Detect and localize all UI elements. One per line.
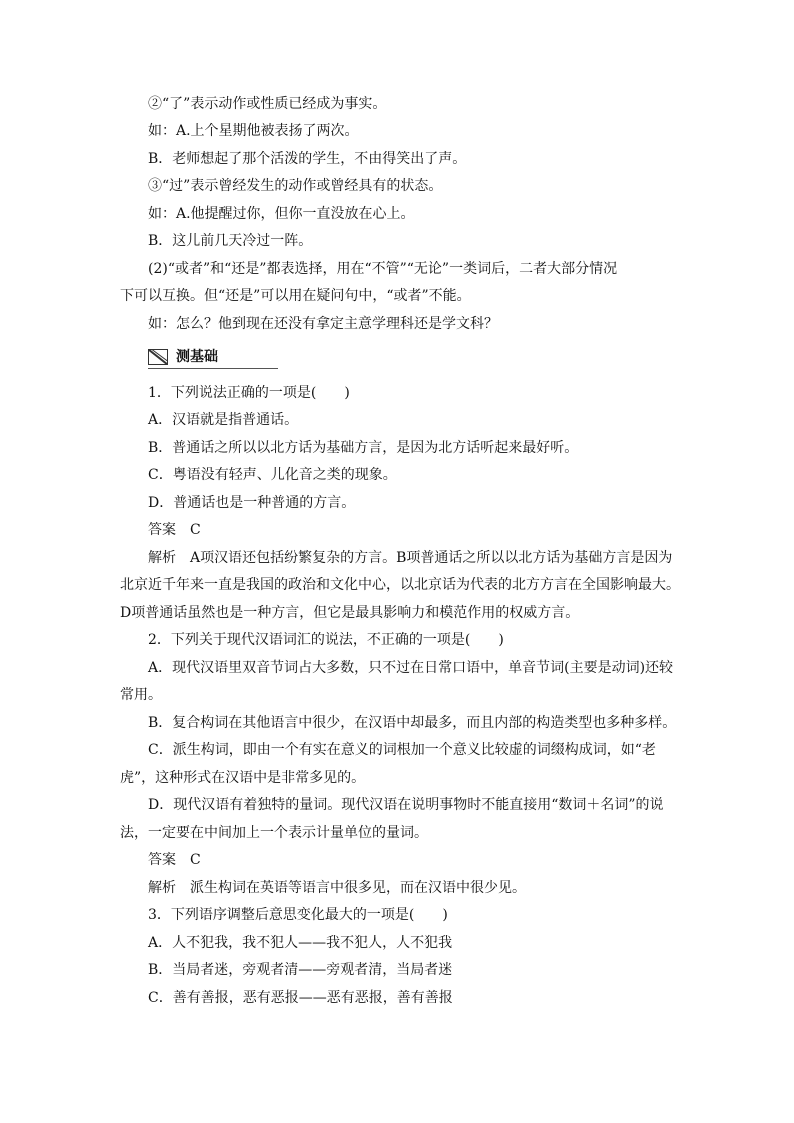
text-line: 如：A.他提醒过你，但你一直没放在心上。 <box>148 206 415 222</box>
analysis-line: 解析 派生构词在英语等语言中很多见，而在汉语中很少见。 <box>148 880 526 896</box>
section-header <box>148 346 278 370</box>
option-line: A．汉语就是指普通话。 <box>148 412 299 428</box>
text-line: B．老师想起了那个活泼的学生，不由得笑出了声。 <box>148 151 467 167</box>
question-stem: 3．下列语序调整后意思变化最大的一项是( ) <box>148 907 448 923</box>
option-line: B．复合构词在其他语言中很少，在汉语中却最多，而且内部的构造类型也多种多样。 <box>148 715 677 731</box>
option-line: A．现代汉语里双音节词占大多数，只不过在日常口语中，单音节词(主要是动词)还较 <box>148 660 674 676</box>
section-marker-icon <box>148 349 168 365</box>
option-line: C．善有善报，恶有恶报——恶有恶报，善有善报 <box>148 990 453 1006</box>
analysis-line: 北京近千年来一直是我国的政治和文化中心，以北京话为代表的北方方言在全国影响最大。 <box>120 577 680 593</box>
question-stem: 1．下列说法正确的一项是( ) <box>148 385 350 401</box>
analysis-line: 解析 A项汉语还包括纷繁复杂的方言。B项普通话之所以以北方话为基础方言是因为 <box>148 550 673 566</box>
option-line: C．派生构词，即由一个有实在意义的词根加一个意义比较虚的词缀构成词，如“老 <box>148 742 656 758</box>
analysis-line: D项普通话虽然也是一种方言，但它是最具影响力和模范作用的权威方言。 <box>120 605 580 621</box>
text-line: ②“了”表示动作或性质已经成为事实。 <box>148 96 387 112</box>
option-line: A．人不犯我，我不犯人——我不犯人，人不犯我 <box>148 935 453 951</box>
text-line: 下可以互换。但“还是”可以用在疑问句中，“或者”不能。 <box>120 288 471 304</box>
text-line: (2)“或者”和“还是”都表选择，用在“不管”“无论”一类词后，二者大部分情况 <box>148 261 618 277</box>
text-line: ③“过”表示曾经发生的动作或曾经具有的状态。 <box>148 178 443 194</box>
section-rule <box>148 368 278 369</box>
option-line: D．现代汉语有着独特的量词。现代汉语在说明事物时不能直接用“数词＋名词”的说 <box>148 797 664 813</box>
option-line: B．当局者迷，旁观者清——旁观者清，当局者迷 <box>148 962 453 978</box>
option-line: D．普通话也是一种普通的方言。 <box>148 495 356 511</box>
option-line: C．粤语没有轻声、儿化音之类的现象。 <box>148 467 397 483</box>
text-line: 如：怎么？他到现在还没有拿定主意学理科还是学文科？ <box>148 316 498 332</box>
question-stem: 2．下列关于现代汉语词汇的说法，不正确的一项是( ) <box>148 632 504 648</box>
answer-line: 答案 C <box>148 852 201 868</box>
option-line: 虎”，这种形式在汉语中是非常多见的。 <box>120 770 366 786</box>
option-line: 法，一定要在中间加上一个表示计量单位的量词。 <box>120 825 428 841</box>
answer-line: 答案 C <box>148 522 201 538</box>
option-line: 常用。 <box>120 687 162 703</box>
text-line: B．这儿前几天冷过一阵。 <box>148 233 313 249</box>
option-line: B．普通话之所以以北方话为基础方言，是因为北方话听起来最好听。 <box>148 440 579 456</box>
text-line: 如：A.上个星期他被表扬了两次。 <box>148 123 359 139</box>
section-title: 测基础 <box>176 349 218 365</box>
